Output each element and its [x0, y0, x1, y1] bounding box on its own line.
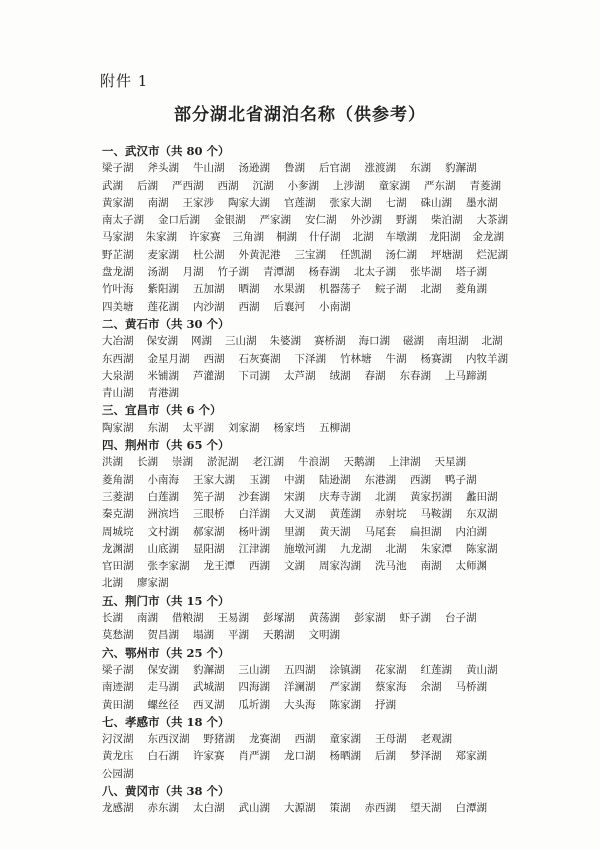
lake-row	[102, 679, 522, 696]
lake-name: 西湖	[410, 473, 431, 486]
lake-name: 上津湖	[389, 456, 421, 469]
lake-row	[102, 351, 522, 368]
lake-name: 沉湖	[252, 179, 274, 192]
lake-name: 杨家垱	[273, 421, 305, 434]
lake-name: 余湖	[420, 681, 442, 694]
lake-name: 绒湖	[329, 369, 351, 382]
lake-name: 莫愁湖	[102, 629, 134, 642]
lake-row	[102, 627, 522, 644]
lake-name: 崇湖	[172, 456, 193, 469]
lake-name: 梁子湖	[102, 162, 134, 175]
lake-name: 西湖	[203, 352, 225, 365]
lake-name: 下泽湖	[294, 352, 326, 365]
lake-name: 北湖	[481, 335, 503, 348]
lake-name: 瓜圻湖	[238, 698, 270, 711]
lake-name: 武城湖	[193, 681, 225, 694]
lake-name: 三眼桥	[193, 508, 225, 521]
lake-name: 墨水湖	[466, 196, 498, 209]
lake-name: 三菱湖	[102, 490, 134, 503]
page-title: 部分湖北省湖泊名称（供参考）	[174, 105, 426, 125]
lake-name: 网湖	[191, 335, 212, 348]
lake-name: 白莲湖	[147, 490, 179, 503]
lake-name: 杨叶湖	[238, 525, 270, 538]
lake-name: 玉湖	[249, 473, 270, 486]
lake-name: 太师渊	[455, 560, 487, 573]
lake-name: 涂镇湖	[329, 663, 361, 676]
lake-name: 内泊湖	[455, 525, 487, 538]
lake-name: 马尾套	[364, 525, 396, 538]
lake-row	[102, 575, 522, 592]
lake-name: 施墩河湖	[284, 542, 326, 555]
lake-name: 西湖	[249, 560, 270, 573]
lake-row	[102, 454, 522, 471]
lake-name: 洋澜湖	[284, 681, 316, 694]
lake-row	[102, 385, 522, 402]
section-heading: 三、宜昌市（共 6 个）	[102, 403, 222, 418]
lake-row	[102, 766, 522, 783]
lake-name: 张毕湖	[410, 266, 442, 279]
lake-name: 杜公湖	[193, 248, 225, 261]
lake-name: 平湖	[228, 629, 249, 642]
lake-row	[102, 489, 522, 506]
lake-name: 南湖	[147, 196, 169, 209]
lake-name: 龙王潭	[203, 560, 235, 573]
lake-name: 下司湖	[238, 369, 270, 382]
section-heading: 一、武汉市（共 80 个）	[102, 144, 230, 158]
lake-name: 外黄泥港	[238, 248, 281, 261]
lake-name: 保安湖	[147, 663, 179, 676]
lake-name: 红莲湖	[420, 663, 452, 676]
lake-name: 坪塘湖	[431, 248, 463, 261]
lake-name: 文湖	[284, 560, 305, 573]
lake-name: 汈汊湖	[102, 733, 134, 746]
lake-name: 龙口湖	[284, 750, 316, 763]
lake-name: 王母湖	[375, 733, 407, 746]
lake-name: 抒湖	[375, 698, 396, 711]
lake-name: 五四湖	[284, 663, 316, 676]
lake-name: 西湖	[217, 179, 239, 192]
lake-name: 蔡家海	[375, 681, 407, 694]
lake-name: 北湖	[375, 490, 396, 503]
lake-name: 梦泽湖	[410, 750, 442, 763]
lake-name: 严家湖	[329, 681, 361, 694]
lake-row	[102, 281, 522, 298]
lake-name: 鸭子湖	[445, 473, 477, 486]
lake-name: 文明湖	[308, 629, 340, 642]
lake-name: 大泉湖	[102, 369, 134, 382]
lake-name: 磁湖	[403, 335, 424, 348]
lake-name: 北太子湖	[354, 266, 396, 279]
lake-name: 五柳湖	[319, 421, 351, 434]
lake-name: 走马湖	[147, 681, 179, 694]
lake-name: 老观湖	[420, 733, 452, 746]
lake-name: 保安湖	[146, 335, 178, 348]
lake-name: 金口后湖	[158, 214, 200, 227]
lake-name: 郑家湖	[455, 750, 487, 763]
lake-name: 许家赛	[189, 231, 221, 244]
lake-name: 三角湖	[232, 231, 264, 244]
lake-name: 东西湖	[102, 352, 134, 365]
lake-name: 任凯湖	[340, 248, 372, 261]
lake-name: 内牧羊湖	[466, 352, 508, 365]
lake-name: 白潭湖	[455, 802, 487, 815]
lake-name: 望天湖	[410, 802, 442, 815]
lake-name: 鲁湖	[284, 162, 305, 175]
lake-name: 柴泊湖	[431, 214, 463, 227]
lake-name: 小南海	[147, 473, 179, 486]
lake-name: 刘家湖	[228, 421, 260, 434]
lake-name: 王家涉	[182, 196, 214, 209]
lake-row	[102, 178, 522, 195]
lake-name: 小南湖	[319, 300, 351, 313]
lake-name: 黄莲湖	[329, 508, 361, 521]
lake-name: 桐湖	[276, 231, 297, 244]
lake-name: 后湖	[375, 750, 396, 763]
lake-name: 龙感湖	[102, 802, 134, 815]
lake-name: 洲滨垱	[147, 508, 179, 521]
lake-name: 大茶湖	[476, 214, 508, 227]
lake-name: 龙阳湖	[429, 231, 461, 244]
lake-name: 东双湖	[466, 508, 498, 521]
lake-name: 蠡田湖	[466, 490, 498, 503]
lake-name: 虾子湖	[399, 612, 431, 625]
lake-name: 盘龙湖	[102, 266, 134, 279]
lake-name: 官莲湖	[284, 196, 316, 209]
lake-name: 上涉湖	[333, 179, 365, 192]
lake-name: 汤湖	[147, 266, 169, 279]
lake-name: 海口湖	[358, 335, 390, 348]
lake-name: 肖严湖	[238, 750, 270, 763]
lake-name: 黄家拐湖	[410, 490, 452, 503]
lake-name: 朱婆湖	[269, 335, 301, 348]
lake-name: 张家大湖	[329, 196, 372, 209]
lake-name: 菱角湖	[455, 283, 487, 296]
lake-name: 杨晒湖	[329, 750, 361, 763]
lake-name: 东西汊湖	[147, 733, 190, 746]
lake-row	[102, 420, 522, 437]
lake-name: 涨渡湖	[364, 162, 396, 175]
lake-name: 黄田湖	[102, 698, 134, 711]
lake-name: 黄龙庒	[102, 750, 134, 763]
section-heading: 七、孝感市（共 18 个）	[102, 714, 230, 729]
lake-name: 陶家湖	[102, 421, 134, 434]
lake-name: 严家湖	[259, 214, 291, 227]
lake-name: 牛山湖	[193, 162, 225, 175]
lake-row	[102, 264, 522, 281]
lake-name: 文村湖	[147, 525, 179, 538]
lake-name: 廖家湖	[137, 577, 169, 590]
lake-name: 上马蹄湖	[445, 369, 487, 382]
lake-name: 豹澥湖	[193, 663, 225, 676]
lake-name: 西湖	[294, 733, 316, 746]
lake-name: 汤仁湖	[385, 248, 417, 261]
lake-row	[102, 506, 522, 523]
lake-name: 北湖	[102, 577, 123, 590]
lake-name: 赤东湖	[147, 802, 179, 815]
lake-row	[102, 662, 522, 679]
lake-name: 洗马池	[375, 560, 407, 573]
lake-name: 台子湖	[445, 612, 477, 625]
lake-name: 九龙湖	[340, 542, 372, 555]
section-heading: 四、荆州市（共 65 个）	[102, 438, 230, 453]
lake-name: 大头海	[284, 698, 316, 711]
lake-row	[102, 472, 522, 489]
lake-name: 四海湖	[238, 681, 270, 694]
section-heading: 二、黄石市（共 30 个）	[102, 316, 230, 331]
lake-name: 黄山湖	[466, 663, 498, 676]
lake-name: 朱家湖	[145, 231, 177, 244]
section-heading: 六、鄂州市（共 25 个）	[102, 645, 230, 660]
lake-name: 什仔湖	[309, 231, 341, 244]
lake-name: 水果湖	[273, 283, 305, 296]
lake-name: 庆寿寺湖	[319, 490, 361, 503]
lake-row	[102, 558, 522, 575]
lake-name: 豹澥湖	[445, 162, 477, 175]
lake-name: 龙渊湖	[102, 542, 134, 555]
lake-name: 北湖	[385, 542, 407, 555]
lake-name: 金银湖	[214, 214, 246, 227]
lake-name: 显阳湖	[193, 542, 225, 555]
lake-name: 许家赛	[193, 750, 225, 763]
lake-name: 南湖	[420, 560, 442, 573]
section-heading: 八、黄冈市（共 38 个）	[102, 783, 230, 798]
lake-name: 扁担湖	[410, 525, 442, 538]
attachment-label: 附件 1	[100, 72, 149, 90]
lake-name: 洪湖	[102, 456, 123, 469]
lake-name: 菱角湖	[102, 473, 134, 486]
section-heading: 五、荆门市（共 15 个）	[102, 593, 230, 608]
lake-row	[102, 524, 522, 541]
lake-name: 七湖	[385, 196, 407, 209]
lake-name: 北湖	[420, 283, 442, 296]
lake-name: 秦克湖	[102, 508, 134, 521]
lake-name: 西湖	[238, 300, 260, 313]
lake-name: 天鹅湖	[343, 456, 375, 469]
lake-name: 金星月湖	[147, 352, 190, 365]
lake-name: 南太子湖	[102, 214, 144, 227]
lake-name: 野湖	[396, 214, 417, 227]
lake-name: 西叉湖	[193, 698, 225, 711]
lake-name: 东湖	[410, 162, 431, 175]
lake-name: 野芷湖	[102, 248, 134, 261]
lake-name: 汤逊湖	[238, 162, 270, 175]
lake-row	[102, 212, 522, 229]
lake-name: 白洋湖	[238, 508, 270, 521]
lake-name: 赛桥湖	[314, 335, 346, 348]
lake-name: 策湖	[329, 802, 351, 815]
lake-name: 贺昌湖	[147, 629, 179, 642]
lake-name: 烂泥湖	[476, 248, 508, 261]
lake-row	[102, 229, 522, 246]
lake-name: 武山湖	[238, 802, 270, 815]
lake-name: 长湖	[137, 456, 158, 469]
lake-name: 童家湖	[378, 179, 410, 192]
lake-name: 螺丝径	[147, 698, 179, 711]
lake-name: 米铺湖	[147, 369, 179, 382]
lake-name: 春湖	[364, 369, 386, 382]
lake-name: 机器荡子	[319, 283, 361, 296]
lake-name: 野猪湖	[203, 733, 235, 746]
lake-name: 青山湖	[102, 387, 134, 400]
lake-name: 安仁湖	[305, 214, 337, 227]
lake-name: 后湖	[137, 179, 158, 192]
lake-name: 青菱湖	[469, 179, 501, 192]
lake-name: 里湖	[284, 525, 305, 538]
lake-row	[102, 748, 522, 765]
lake-name: 大叉湖	[284, 508, 316, 521]
lake-name: 斧头湖	[147, 162, 179, 175]
lake-name: 马桥湖	[455, 681, 487, 694]
lake-name: 硃山湖	[420, 196, 452, 209]
lake-name: 杨赛湖	[420, 352, 452, 365]
lake-name: 太白湖	[193, 802, 225, 815]
lake-name: 龙赛湖	[249, 733, 281, 746]
lake-name: 后官湖	[319, 162, 351, 175]
lake-row	[102, 610, 522, 627]
lake-name: 竹子湖	[217, 266, 249, 279]
lake-name: 塔子湖	[455, 266, 487, 279]
lake-name: 长湖	[102, 612, 123, 625]
lake-name: 南湖	[137, 612, 158, 625]
lake-name: 三宝湖	[294, 248, 326, 261]
lake-name: 黄荡湖	[308, 612, 340, 625]
lake-name: 陶家大湖	[228, 196, 270, 209]
lake-name: 竹林塘	[340, 352, 372, 365]
lake-name: 后襄河	[273, 300, 305, 313]
lake-name: 小奓湖	[287, 179, 319, 192]
lake-row	[102, 731, 522, 748]
lake-name: 老江湖	[252, 456, 284, 469]
lake-name: 马家湖	[102, 231, 134, 244]
lake-name: 五加湖	[193, 283, 225, 296]
lake-name: 麦家湖	[147, 248, 179, 261]
lake-row	[102, 368, 522, 385]
lake-name: 太平湖	[182, 421, 214, 434]
lake-name: 赤西湖	[364, 802, 396, 815]
lake-name: 鲩子湖	[375, 283, 407, 296]
lake-name: 南迹湖	[102, 681, 134, 694]
lake-name: 外沙湖	[350, 214, 382, 227]
lake-name: 三山湖	[225, 335, 257, 348]
lake-name: 张李家湖	[147, 560, 190, 573]
lake-name: 天星湖	[434, 456, 466, 469]
lake-name: 严西湖	[172, 179, 204, 192]
lake-name: 杨春湖	[308, 266, 340, 279]
lake-name: 牛浪湖	[298, 456, 330, 469]
lake-name: 赤射垸	[375, 508, 407, 521]
lake-name: 严东湖	[424, 179, 456, 192]
lake-name: 陈家湖	[329, 698, 361, 711]
lake-name: 太芦湖	[284, 369, 316, 382]
lake-name: 莲花湖	[147, 300, 179, 313]
lake-name: 大源湖	[284, 802, 316, 815]
lake-name: 南坦湖	[437, 335, 469, 348]
lake-name: 筅子湖	[193, 490, 225, 503]
lake-row	[102, 800, 522, 817]
lake-name: 童家湖	[329, 733, 361, 746]
lake-name: 月湖	[182, 266, 204, 279]
lake-name: 山底湖	[147, 542, 179, 555]
lake-name: 青港湖	[147, 387, 179, 400]
lake-name: 晒湖	[238, 283, 260, 296]
lake-name: 宋湖	[284, 490, 305, 503]
lake-name: 王家大湖	[193, 473, 235, 486]
lake-name: 塌湖	[193, 629, 214, 642]
lake-name: 芦灌湖	[193, 369, 225, 382]
lake-name: 牛湖	[385, 352, 407, 365]
lake-name: 白石湖	[147, 750, 179, 763]
lake-name: 借粮湖	[172, 612, 204, 625]
lake-name: 郝家湖	[193, 525, 225, 538]
lake-name: 紫阳湖	[147, 283, 179, 296]
lake-name: 彭家湖	[354, 612, 386, 625]
lake-row	[102, 697, 522, 714]
lake-name: 中湖	[284, 473, 305, 486]
lake-name: 彭塚湖	[263, 612, 295, 625]
lake-row	[102, 299, 522, 316]
lake-name: 黄家湖	[102, 196, 134, 209]
lake-row	[102, 247, 522, 264]
lake-name: 周家沟湖	[319, 560, 361, 573]
lake-name: 梁子湖	[102, 663, 134, 676]
lake-name: 北湖	[352, 231, 374, 244]
lake-name: 武湖	[102, 179, 123, 192]
lake-name: 大冶湖	[102, 335, 134, 348]
lake-name: 淤泥湖	[207, 456, 239, 469]
lake-name: 沙套湖	[238, 490, 270, 503]
lake-name: 东湖	[147, 421, 169, 434]
lake-name: 马鞍湖	[420, 508, 452, 521]
lake-name: 东港湖	[364, 473, 396, 486]
lake-row	[102, 160, 522, 177]
lake-name: 天鹅湖	[263, 629, 295, 642]
lake-name: 江津湖	[238, 542, 270, 555]
lake-row	[102, 541, 522, 558]
lake-name: 朱家潭	[420, 542, 452, 555]
lake-name: 车墩湖	[385, 231, 417, 244]
lake-name: 王易湖	[217, 612, 249, 625]
lake-name: 三山湖	[238, 663, 270, 676]
lake-name: 金龙湖	[472, 231, 504, 244]
lake-list	[102, 143, 522, 818]
lake-row	[102, 333, 522, 350]
lake-name: 官田湖	[102, 560, 134, 573]
lake-name: 黄天湖	[319, 525, 351, 538]
lake-name: 东春湖	[399, 369, 431, 382]
lake-name: 石灰赛湖	[238, 352, 281, 365]
lake-name: 内沙湖	[193, 300, 225, 313]
lake-name: 公园湖	[102, 767, 134, 780]
lake-name: 周城垸	[102, 525, 134, 538]
lake-row	[102, 195, 522, 212]
lake-name: 青潭湖	[263, 266, 295, 279]
lake-name: 四美塘	[102, 300, 134, 313]
lake-name: 竹叶海	[102, 283, 134, 296]
lake-name: 陆逊湖	[319, 473, 351, 486]
lake-name: 陈家湖	[466, 542, 498, 555]
lake-name: 花家湖	[375, 663, 407, 676]
